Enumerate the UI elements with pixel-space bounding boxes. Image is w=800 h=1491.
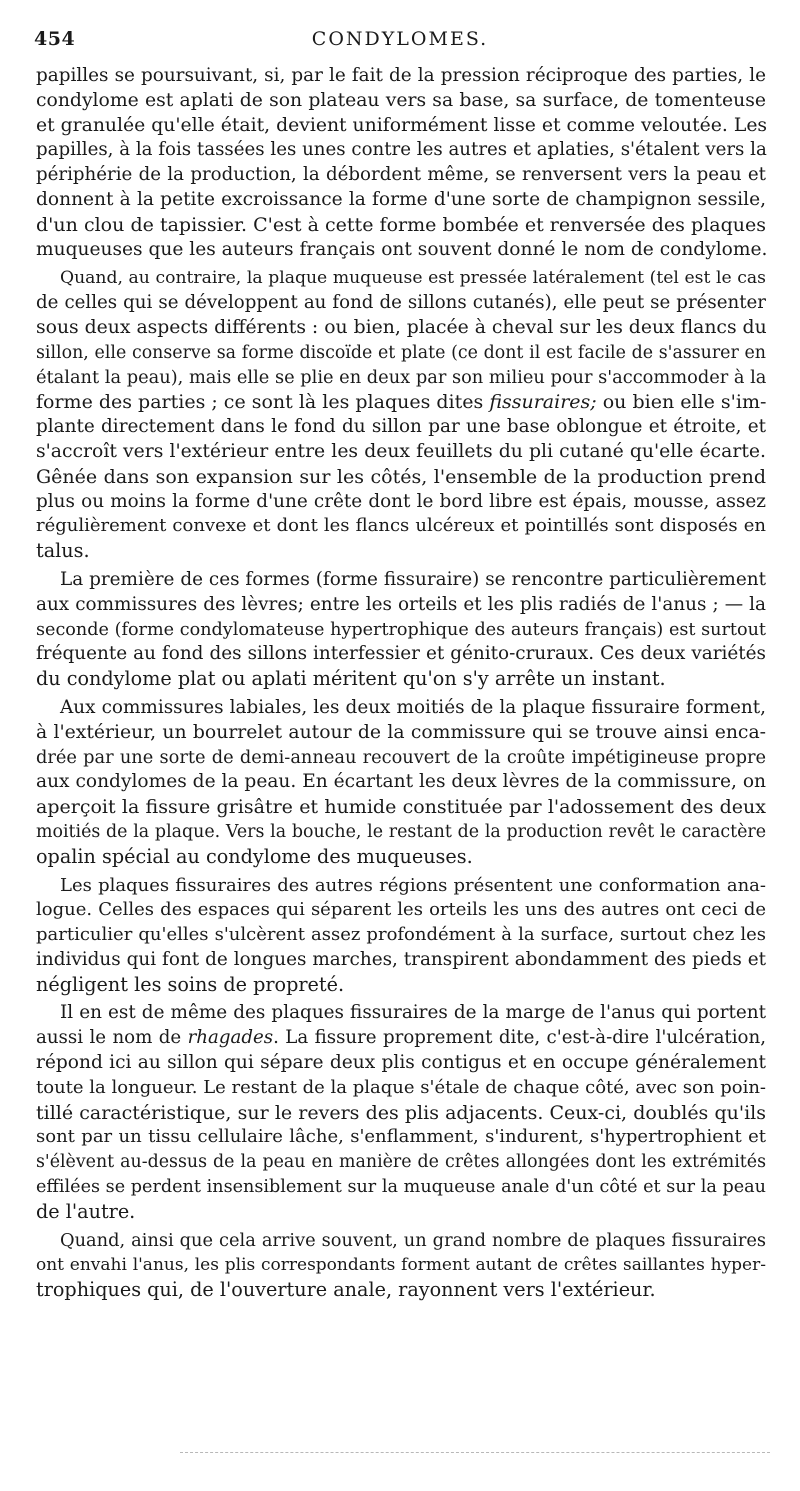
running-title: CONDYLOMES. [311,28,489,50]
text-line: et granulée qu'elle était, devient uniformément lisse et comme veloutée. Les [36,114,768,136]
text-line: répond ici au sillon qui sépare deux plis contigus et en occupe généralement [36,1052,766,1074]
text-line: muqueuses que les auteurs français ont souvent donné le nom de condylome. [36,238,768,260]
text-line: logue. Celles des espaces qui séparent les orteils les uns des autres ont ceci de [36,899,766,921]
text-line: Il en est de même des plaques fissuraires de la marge de l'anus qui portent [60,1002,766,1024]
text-line: sous deux aspects différents : ou bien, placée à cheval sur les deux flancs du [36,316,767,338]
text-line: papilles, à la fois tassées les unes contre les autres et aplaties, s'étalent vers la [36,139,767,161]
text-line: s'élèvent au-dessus de la peau en manière de crêtes allongées dont les extrémités [36,1152,766,1173]
text-line: s'accroît vers l'extérieur entre les deux feuillets du pli cutané qu'elle écarte. [36,440,766,462]
text-line: Les plaques fissuraires des autres régions présentent une conformation ana- [60,874,766,896]
bottom-dashed-rule [180,1452,770,1453]
text-line: Quand, au contraire, la plaque muqueuse est pressée latéralement (tel est le cas [60,268,766,289]
text-line: Quand, ainsi que cela arrive souvent, un grand nombre de plaques fissuraires [60,1229,766,1251]
text-line: condylome est aplati de son plateau vers sa base, sa surface, de tomenteuse [36,89,766,111]
text-line: trophiques qui, de l'ouverture anale, rayonnent vers l'extérieur. [36,1278,656,1302]
text-line: opalin spécial au condylome des muqueuses. [36,844,473,868]
text-line: d'un clou de tapissier. C'est à cette forme bombée et renversée des plaques [36,213,766,236]
text-line: La première de ces formes (forme fissuraire) se rencontre particulièrement [60,568,766,590]
running-head [34,28,766,54]
text-line: donnent à la petite excroissance la forme d'une sorte de champignon sessile, [36,188,766,210]
text-line: du condylome plat ou aplati méritent qu'on s'y arrête un instant. [36,667,666,691]
text-line: sont par un tissu cellulaire lâche, s'enflamment, s'indurent, s'hypertrophient et [36,1126,766,1148]
text-line: particulier qu'elles s'ulcèrent assez profondément à la surface, surtout chez les [36,924,766,946]
text-line: toute la longueur. Le restant de la plaque s'étale de chaque côté, avec son poin- [36,1076,766,1098]
text-line: effilées se perdent insensiblement sur la muqueuse anale d'un côté et sur la peau [36,1177,766,1198]
paragraph [36,64,766,262]
text-line: moitiés de la plaque. Vers la bouche, le restant de la production revêt le caractère [36,821,766,842]
text-line: de celles qui se développent au fond de sillons cutanés), elle peut se présenter [36,292,766,314]
paragraph [36,568,766,692]
text-line: plante directement dans le fond du sillon par une base oblongue et étroite, et [36,416,766,438]
text-line: papilles se poursuivant, si, par le fait de la pression réciproque des parties, le [36,65,766,86]
text-line: aux commissures des lèvres; entre les orteils et les plis radiés de l'anus ; — la [36,593,766,615]
page-number: 454 [34,28,76,50]
text-line: individus qui font de longues marches, transpirent abondamment des pieds et [36,948,766,970]
text-line: périphérie de la production, la débordent même, se renversent vers la peau et [36,164,766,186]
text-line: régulièrement convexe et dont les flancs ulcéreux et pointillés sont disposés en [36,515,766,537]
text-line: aperçoit la fissure grisâtre et humide constituée par l'adossement des deux [36,796,766,819]
paragraph [36,1001,766,1224]
body-text [36,64,766,1303]
text-line: de l'autre. [36,1199,136,1223]
paragraph [36,266,766,564]
text-line: sillon, elle conserve sa forme discoïde et plate (ce dont il est facile de s'assurer en [36,342,766,363]
text-line: aussi le nom de rhagades. La fissure proprement dite, c'est-à-dire l'ulcération, [36,1027,767,1049]
text-line: fréquente au fond des sillons interfessier et génito-cruraux. Ces deux variétés [36,643,766,665]
text-line: tillé caractéristique, sur le revers des plis adjacents. Ceux-ci, doublés qu'ils [36,1101,766,1124]
text-line: Aux commissures labiales, les deux moitiés de la plaque fissuraire forment, [60,696,766,718]
paragraph [36,874,766,998]
text-line: drée par une sorte de demi-anneau recouvert de la croûte impétigineuse propre [36,746,766,768]
text-line: aux condylomes de la peau. En écartant les deux lèvres de la commissure, on [36,771,766,793]
text-line: ont envahi l'anus, les plis correspondants forment autant de crêtes saillantes hyper- [36,1255,766,1276]
text-line: forme des parties ; ce sont là les plaques dites fissuraires; ou bien elle s'im- [36,391,767,414]
text-line: négligent les soins de propreté. [36,972,345,996]
text-line: à l'extérieur, un bourrelet autour de la commissure qui se trouve ainsi enca- [36,721,766,743]
paragraph [36,696,766,870]
text-line: Gênée dans son expansion sur les côtés, l'ensemble de la production prend [36,465,766,488]
text-line: plus ou moins la forme d'une crête dont le bord libre est épais, mousse, assez [36,490,766,512]
text-line: étalant la peau), mais elle se plie en deux par son milieu pour s'accommoder à la [36,366,767,388]
text-line: talus. [36,539,90,563]
text-line: seconde (forme condylomateuse hypertrophique des auteurs français) est surtout [36,619,766,640]
paragraph [36,1229,766,1303]
